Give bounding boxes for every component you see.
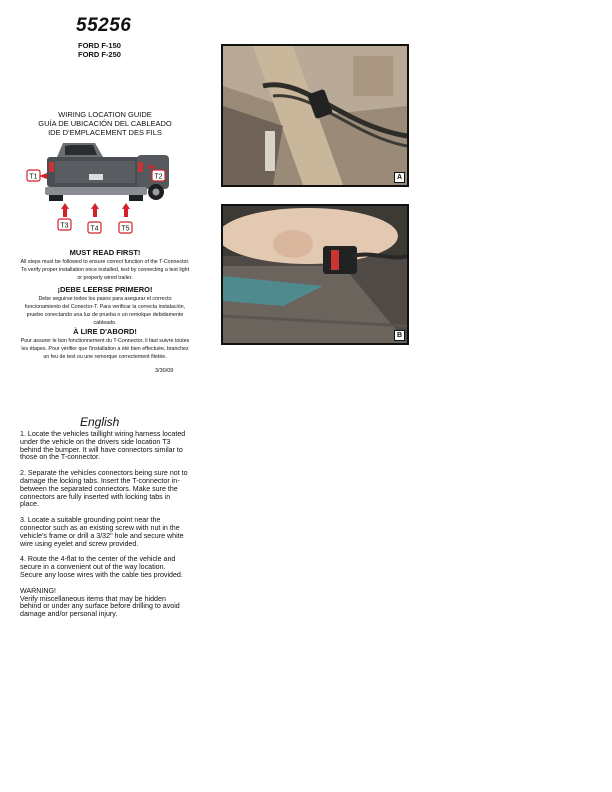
guide-title-es: GUÍA DE UBICACIÓN DEL CABLEADO xyxy=(38,119,172,128)
callout-t1: T1 xyxy=(29,173,38,181)
photo-b xyxy=(221,204,409,345)
truck-bumper xyxy=(45,187,147,195)
lire-heading: À LIRE D'ABORD! xyxy=(73,327,137,336)
license-plate xyxy=(89,174,103,180)
photo-a-image xyxy=(223,46,407,185)
arrow-t3 xyxy=(61,203,69,209)
truck-rear-window xyxy=(65,145,97,155)
debe-leerse-body: Debe seguirse todos los pasos para asegurar el correcto funcionamiento del Conector-T. Para verificar la correcta instalación, pruebe conectando una luz de prueba o un remolque debidamente cableado. xyxy=(24,296,186,326)
step-4: 4. Route the 4-flat to the center of the vehicle and secure in a convenient out of the way location. Secure any loose wires with the cable ties provided. xyxy=(20,555,183,579)
callout-t5: T5 xyxy=(121,225,130,233)
callout-t2: T2 xyxy=(154,173,163,181)
wiring-guide-title xyxy=(20,110,190,137)
left-taillight xyxy=(49,162,54,172)
vehicle-2: FORD F-250 xyxy=(78,50,121,59)
step-3: 3. Locate a suitable grounding point near the connector such as an existing screw with nut in the vehicle's frame or drill a 3/32" hole and secure white wire using eyelet and screw provided. xyxy=(20,516,184,548)
photo-a xyxy=(221,44,409,187)
vehicle-1: FORD F-150 xyxy=(78,41,121,50)
photo-b-label: B xyxy=(394,330,405,341)
photo-a-label: A xyxy=(394,172,405,183)
right-taillight xyxy=(138,162,143,172)
truck-illustration xyxy=(25,135,175,235)
english-instructions xyxy=(20,431,188,619)
must-read-body: All steps must be followed to ensure correct function of the T-Connector. To verify proper installation once installed, test by connecting a test light or properly wired trailer. xyxy=(20,259,190,281)
arrow-t5 xyxy=(122,203,130,209)
warning-body: Verify miscellaneous items that may be hidden behind or under any surface before drilling to avoid damage and/or personal injury. xyxy=(20,594,180,619)
callout-t4: T4 xyxy=(90,225,99,233)
lire-body: Pour assurer le bon fonctionnement du T-Connector, il faut suivre toutes les étapes. Pour vérifier que l'installation a été bien effectuée, branchez un feu de test ou une remorque correctement filetée. xyxy=(20,338,190,360)
photo-b-image xyxy=(223,206,407,343)
guide-title-fr: IDE D'EMPLACEMENT DES FILS xyxy=(48,128,162,137)
arrow-t4 xyxy=(91,203,99,209)
part-number: 55256 xyxy=(76,15,132,36)
step-1: 1. Locate the vehicles taillight wiring harness located under the vehicle on the drivers side location T3 behind the bumper. It will have connectors similar to those on the T-connector. xyxy=(20,430,186,462)
guide-title-en: WIRING LOCATION GUIDE xyxy=(58,110,152,119)
step-2: 2. Separate the vehicles connectors being sure not to damage the locking tabs. Insert the T-connector in-between the separated connectors. Make sure the connectors are fully inserted with locking tabs in place. xyxy=(20,469,188,509)
must-read-heading: MUST READ FIRST! xyxy=(69,248,141,257)
warning-heading: WARNING! xyxy=(20,586,56,595)
callout-t3: T3 xyxy=(60,222,69,230)
vehicle-list xyxy=(78,41,121,59)
debe-leerse-heading: ¡DEBE LEERSE PRIMERO! xyxy=(57,285,153,294)
revision-date: 3/30/09 xyxy=(155,368,174,374)
english-heading: English xyxy=(80,415,120,429)
